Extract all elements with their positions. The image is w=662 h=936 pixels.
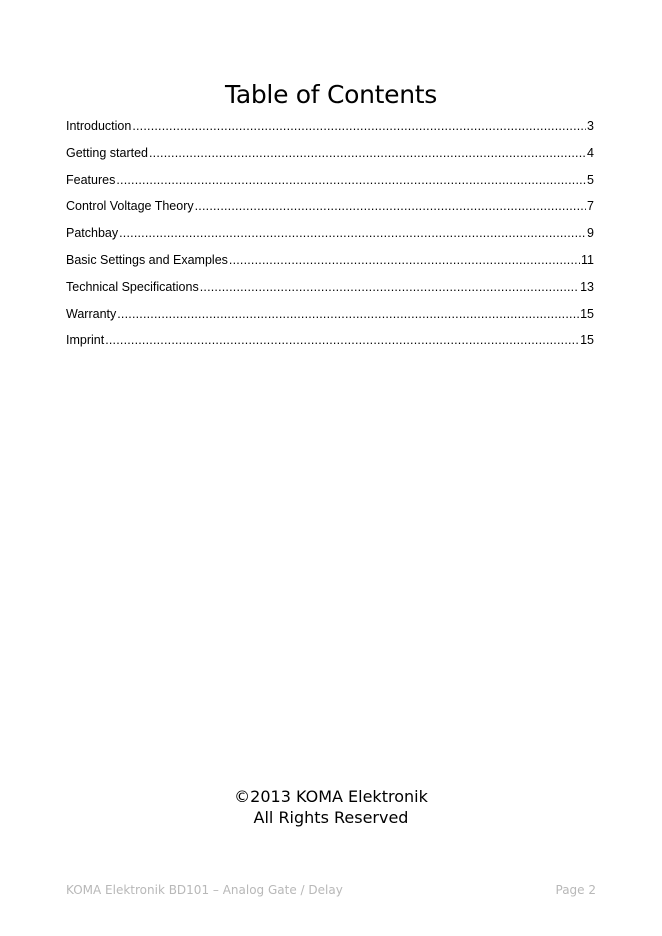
toc-entry-page: 11 xyxy=(581,252,594,267)
toc-entry-page: 5 xyxy=(587,172,594,187)
toc-entry-title: Technical Specifications xyxy=(66,279,199,294)
toc-entry-page: 7 xyxy=(587,199,594,214)
toc-entry-title: Patchbay xyxy=(66,226,119,241)
copyright-line: ©2013 KOMA Elektronik xyxy=(234,787,428,806)
toc-dot-leader xyxy=(200,279,579,295)
toc-dot-leader xyxy=(117,306,579,322)
toc-entry-technical-specifications[interactable] xyxy=(66,279,594,306)
toc-entry-warranty[interactable] xyxy=(66,306,594,333)
toc-entry-page: 15 xyxy=(580,306,594,321)
toc-entry-page: 15 xyxy=(580,333,594,348)
page-title: Table of Contents xyxy=(225,80,437,109)
rights-line: All Rights Reserved xyxy=(253,808,409,827)
toc-dot-leader xyxy=(149,145,586,161)
toc-dot-leader xyxy=(105,332,579,348)
footer-document-title: KOMA Elektronik BD101 – Analog Gate / Delay xyxy=(66,883,343,897)
toc-entry-title: Imprint xyxy=(66,333,105,348)
toc-entry-title: Warranty xyxy=(66,306,117,321)
toc-entry-title: Getting started xyxy=(66,145,148,160)
toc-entry-imprint[interactable] xyxy=(66,332,594,359)
toc-entry-title: Features xyxy=(66,172,116,187)
toc-entry-getting-started[interactable] xyxy=(66,145,594,172)
toc-dot-leader xyxy=(195,198,586,214)
toc-entry-patchbay[interactable] xyxy=(66,225,594,252)
toc-dot-leader xyxy=(132,118,586,134)
toc-entry-page: 3 xyxy=(587,119,594,133)
toc-entry-title: Basic Settings and Examples xyxy=(66,252,228,267)
toc-dot-leader xyxy=(119,225,586,241)
toc-entry-page: 9 xyxy=(587,226,594,241)
toc-dot-leader xyxy=(229,252,580,268)
toc-entry-title: Introduction xyxy=(66,119,132,133)
toc-entry-title: Control Voltage Theory xyxy=(66,199,194,214)
toc-dot-leader xyxy=(116,172,586,188)
table-of-contents xyxy=(66,118,594,359)
toc-entry-basic-settings[interactable] xyxy=(66,252,594,279)
toc-entry-page: 4 xyxy=(587,145,594,160)
footer-page-number: Page 2 xyxy=(555,883,596,897)
copyright-notice xyxy=(0,786,662,828)
toc-entry-control-voltage-theory[interactable] xyxy=(66,198,594,225)
toc-entry-page: 13 xyxy=(580,279,594,294)
toc-entry-features[interactable] xyxy=(66,172,594,199)
toc-entry-introduction[interactable] xyxy=(66,118,594,145)
